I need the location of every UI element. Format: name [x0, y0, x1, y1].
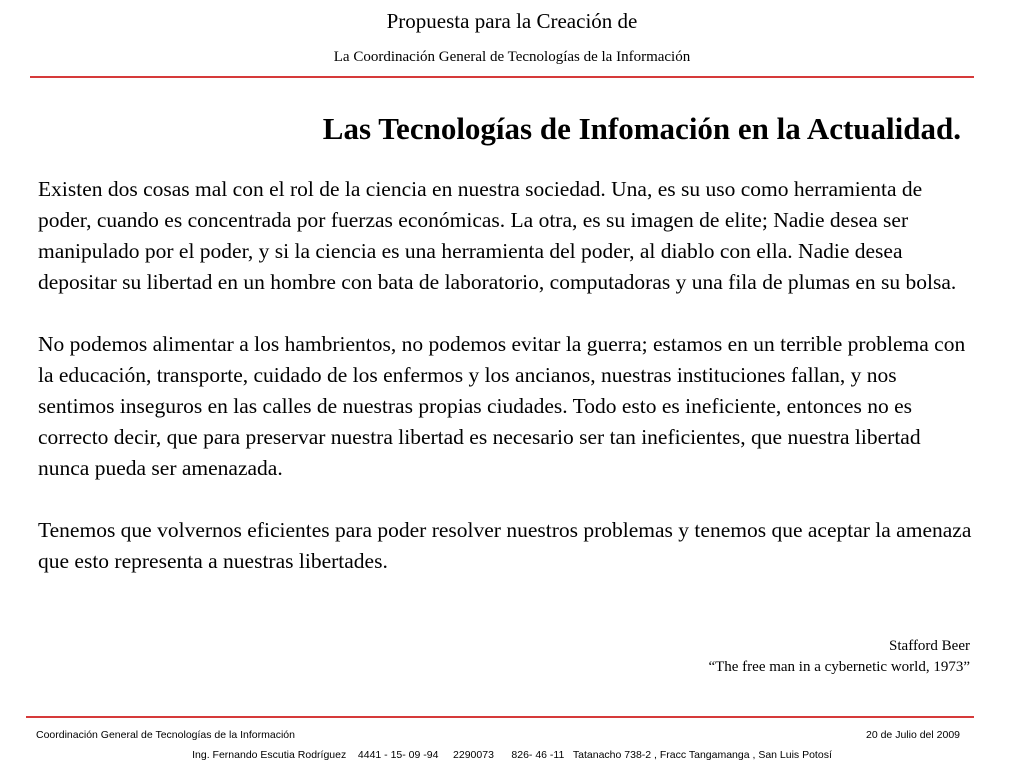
paragraph-2: No podemos alimentar a los hambrientos, no podemos evitar la guerra; estamos en un terrible problema con la educación, transporte, cuidado de los enfermos y los ancianos, nuestras instituciones fallan, y nos sentimos inseguros en las calles de nuestras propias ciudades. Todo esto es ineficiente, entonces no es correcto decir, que para preservar nuestra libertad es necesario ser tan ineficientes, que nuestra libertad nunca pueda ser amenazada.: [38, 332, 966, 480]
footer-date: 20 de Julio del 2009: [866, 729, 960, 741]
paragraph-1: Existen dos cosas mal con el rol de la ciencia en nuestra sociedad. Una, es su uso como herramienta de poder, cuando es concentrada por fuerzas económicas. La otra, es su imagen de elite; Nadie desea ser manipulado por el poder, y si la ciencia es una herramienta del poder, al diablo con ella. Nadie desea depositar su libertad en un hombre con bata de laboratorio, computadoras y una fila de plumas en su bolsa.: [38, 177, 957, 294]
quote-source: “The free man in a cybernetic world, 1973”: [708, 659, 970, 675]
footer-organization: Coordinación General de Tecnologías de la Información: [36, 729, 295, 741]
header-title: Propuesta para la Creación de: [386, 9, 638, 33]
footer-contact: Ing. Fernando Escutia Rodríguez 4441 - 15- 09 -94 2290073 826- 46 -11 Tatanacho 738-2 , Fracc Tangamanga , San Luis Potosí: [192, 749, 832, 761]
footer-divider: [26, 716, 974, 718]
body-text: [38, 174, 973, 577]
header-divider: [30, 76, 974, 78]
slide-title: Las Tecnologías de Infomación en la Actualidad.: [322, 111, 961, 146]
paragraph-3: Tenemos que volvernos eficientes para poder resolver nuestros problemas y tenemos que aceptar la amenaza que esto representa a nuestras libertades.: [38, 518, 972, 573]
header-subtitle: La Coordinación General de Tecnologías de la Información: [333, 49, 691, 65]
quote-author: Stafford Beer: [889, 638, 970, 654]
